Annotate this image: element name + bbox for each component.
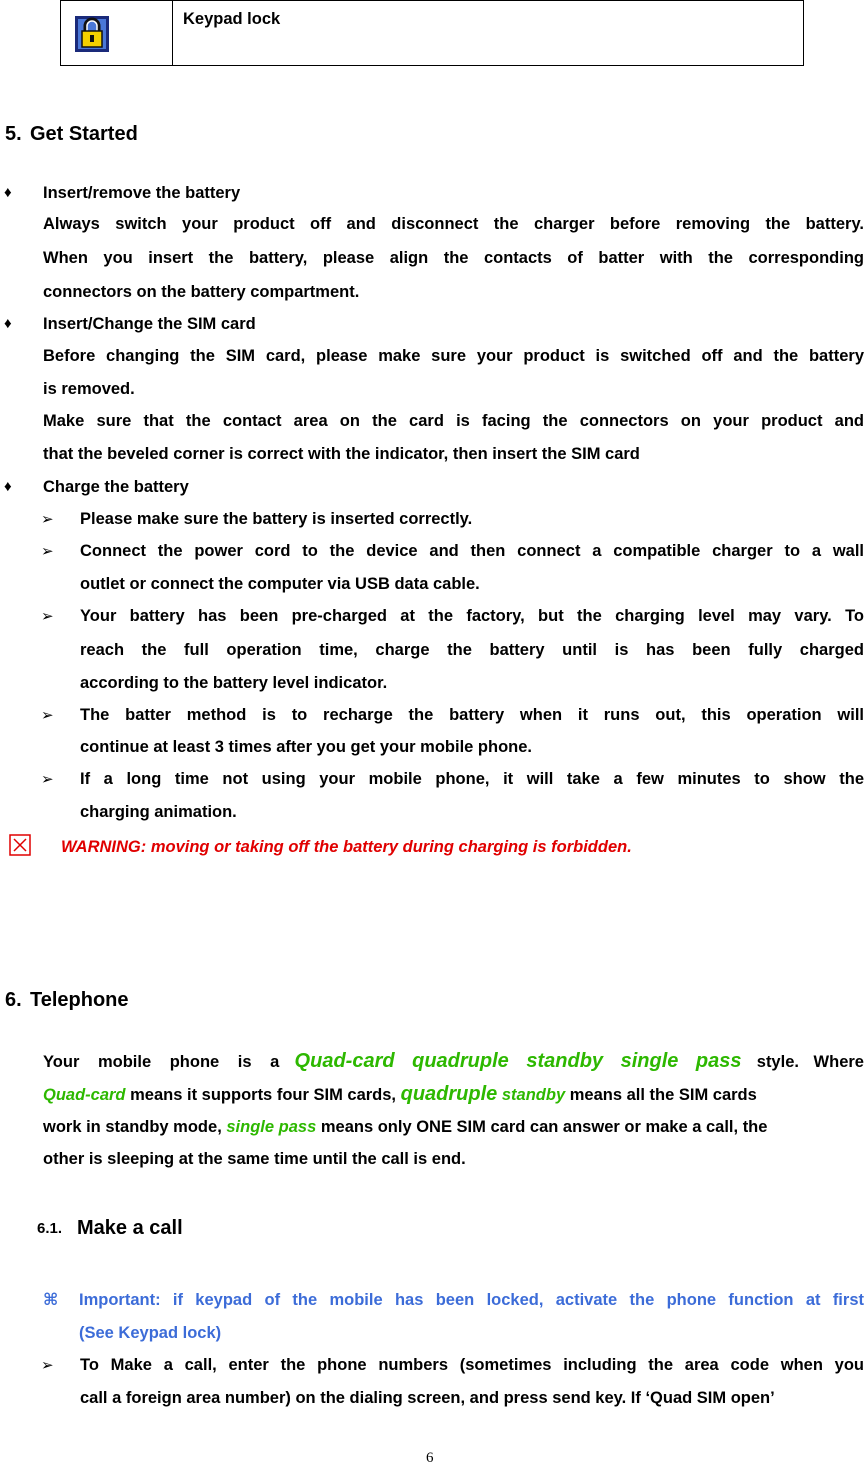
diamond-bullet-icon: ♦ <box>4 315 12 332</box>
diamond-bullet-icon: ♦ <box>4 478 12 495</box>
intro-text: means it supports four SIM cards, <box>130 1086 397 1104</box>
table-divider <box>172 1 173 65</box>
intro-highlight: single pass <box>226 1118 317 1136</box>
intro-text: style. Where <box>756 1053 864 1071</box>
diamond-bullet-icon: ♦ <box>4 184 12 201</box>
battery-text-line: When you insert the battery, please align the contacts of batter with the corresponding <box>43 249 864 267</box>
battery-text-line: connectors on the battery compartment. <box>43 283 360 301</box>
intro-highlight: quadruple <box>400 1083 498 1105</box>
charge-item-cont: reach the full operation time, charge the battery until is has been fully charged <box>80 641 864 659</box>
sim-text-line: that the beveled corner is correct with the indicator, then insert the SIM card <box>43 445 640 463</box>
command-icon: ⌘ <box>43 1291 59 1309</box>
subsection-number: 6.1. <box>37 1220 63 1237</box>
arrow-bullet-icon: ➢ <box>41 771 54 788</box>
intro-line <box>43 1051 864 1072</box>
section-title: Telephone <box>30 989 129 1011</box>
feature-table-row <box>60 0 804 66</box>
page-number: 6 <box>426 1450 434 1466</box>
charge-item-cont: according to the battery level indicator. <box>80 674 388 692</box>
sim-heading: Insert/Change the SIM card <box>43 315 256 333</box>
charge-item: The batter method is to recharge the battery when it runs out, this operation will <box>80 706 864 724</box>
intro-highlight: Quad-card quadruple standby single pass <box>294 1050 742 1072</box>
arrow-bullet-icon: ➢ <box>41 1357 54 1374</box>
intro-highlight: standby <box>501 1086 566 1104</box>
sim-text-line: Make sure that the contact area on the card is facing the connectors on your product and <box>43 412 864 430</box>
charge-item: Connect the power cord to the device and then connect a compatible charger to a wall <box>80 542 864 560</box>
warning-text: WARNING: moving or taking off the battery during charging is forbidden. <box>61 838 632 856</box>
charge-item-cont: outlet or connect the computer via USB data cable. <box>80 575 480 593</box>
section-number: 6. <box>5 989 22 1011</box>
arrow-bullet-icon: ➢ <box>41 707 54 724</box>
intro-text: Your mobile phone is a <box>43 1053 280 1071</box>
battery-text-line: Always switch your product off and disconnect the charger before removing the battery. <box>43 215 864 233</box>
call-item-cont: call a foreign area number) on the dialing screen, and press send key. If ‘Quad SIM open’ <box>80 1389 775 1407</box>
charge-item: Please make sure the battery is inserted correctly. <box>80 510 473 528</box>
intro-text: means only ONE SIM card can answer or make a call, the <box>320 1118 768 1136</box>
charge-item-cont: continue at least 3 times after you get your mobile phone. <box>80 738 533 756</box>
intro-line <box>43 1117 864 1137</box>
intro-highlight: Quad-card <box>43 1086 126 1104</box>
intro-line <box>43 1084 864 1105</box>
charge-item: Your battery has been pre-charged at the factory, but the charging level may vary. To <box>80 607 864 625</box>
intro-text: means all the SIM cards <box>569 1086 757 1104</box>
keypad-lock-icon <box>74 15 110 53</box>
keypad-lock-label: Keypad lock <box>183 10 281 28</box>
sim-text-line: is removed. <box>43 380 135 398</box>
intro-text: work in standby mode, <box>43 1118 222 1136</box>
charge-heading: Charge the battery <box>43 478 189 496</box>
arrow-bullet-icon: ➢ <box>41 511 54 528</box>
important-note-link[interactable]: (See Keypad lock) <box>79 1324 222 1342</box>
intro-line: other is sleeping at the same time until the call is end. <box>43 1150 466 1168</box>
section-number: 5. <box>5 123 22 145</box>
call-item: To Make a call, enter the phone numbers (sometimes including the area code when you <box>80 1356 864 1374</box>
charge-item-cont: charging animation. <box>80 803 237 821</box>
subsection-title: Make a call <box>77 1217 183 1239</box>
sim-text-line: Before changing the SIM card, please make sure your product is switched off and the battery <box>43 347 864 365</box>
important-note: Important: if keypad of the mobile has been locked, activate the phone function at first <box>79 1291 864 1309</box>
battery-heading: Insert/remove the battery <box>43 184 241 202</box>
section-title: Get Started <box>30 123 138 145</box>
arrow-bullet-icon: ➢ <box>41 608 54 625</box>
arrow-bullet-icon: ➢ <box>41 543 54 560</box>
charge-item: If a long time not using your mobile phone, it will take a few minutes to show the <box>80 770 864 788</box>
boxed-x-icon <box>9 834 31 856</box>
